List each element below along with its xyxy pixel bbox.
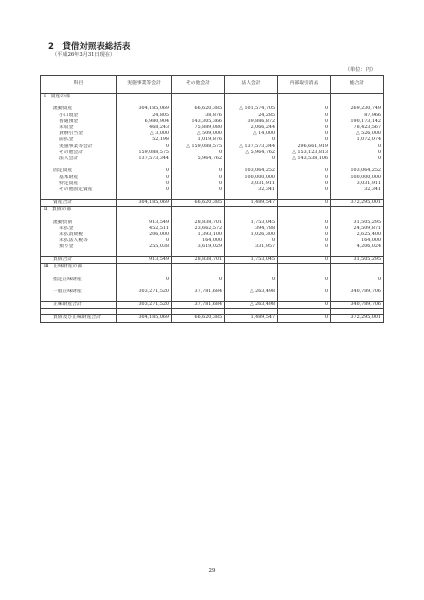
cell-value [172, 94, 225, 101]
row-label: 流動資産 [41, 106, 117, 112]
cell-value: 0 [117, 238, 172, 244]
row-label: 特定資産 [41, 181, 117, 187]
row-label: 預り金 [41, 244, 117, 250]
unit-label: （単位：円） [344, 67, 376, 73]
cell-value: 0 [278, 113, 331, 119]
cell-value [331, 264, 384, 271]
cell-value: 0 [172, 150, 225, 156]
header-program: 実施事業等会計 [117, 76, 172, 94]
cell-value: △ 143,538,106 [278, 156, 331, 162]
cell-value: 2,066,244 [225, 125, 278, 131]
cell-value: 137,573,344 [117, 156, 172, 162]
cell-value: △ 263,498 [225, 302, 278, 309]
cell-value [331, 94, 384, 101]
cell-value [172, 207, 225, 214]
cell-value: 0 [172, 168, 225, 174]
cell-value: 31,505,295 [331, 257, 384, 264]
cell-value: 0 [278, 125, 331, 131]
section-row [41, 264, 384, 271]
row-label: 負債合計 [41, 257, 117, 264]
cell-value: 23,662,572 [172, 226, 225, 232]
cell-value: 0 [331, 156, 384, 162]
cell-value: △ 101,574,705 [225, 106, 278, 112]
cell-value: 37,781,684 [172, 302, 225, 309]
cell-value: 372,295,001 [331, 315, 384, 322]
cell-value: 1,753,045 [225, 257, 278, 264]
row-label: 小口現金 [41, 113, 117, 119]
row-label: その他固定資産 [41, 187, 117, 193]
cell-value: 340,789,706 [331, 302, 384, 309]
cell-value [225, 94, 278, 101]
cell-value [225, 207, 278, 214]
cell-value: 52,198 [117, 137, 172, 143]
cell-value: 66,620,385 [172, 199, 225, 206]
cell-value: △ 14,000 [225, 131, 278, 137]
cell-value: △ 153,123,813 [278, 150, 331, 156]
cell-value: 3,619,029 [172, 244, 225, 250]
cell-value: 0 [278, 181, 331, 187]
cell-value: 32,341 [331, 187, 384, 193]
cell-value: 0 [117, 144, 172, 150]
row-label: 前払金 [41, 137, 117, 143]
cell-value [331, 207, 384, 214]
header-account: 科目 [41, 76, 117, 94]
total-row [41, 315, 384, 322]
total-row [41, 257, 384, 264]
cell-value: 32,341 [225, 187, 278, 193]
table-header-row [41, 76, 384, 94]
cell-value: 0 [278, 302, 331, 309]
cell-value: 0 [225, 238, 278, 244]
cell-value: 75,889,080 [172, 125, 225, 131]
cell-value: 0 [278, 277, 331, 283]
cell-value: 0 [225, 137, 278, 143]
header-elimination: 内部取引消去 [278, 76, 331, 94]
cell-value: 190,173,142 [331, 119, 384, 125]
cell-value: 0 [278, 131, 331, 137]
cell-value: △ 526,000 [331, 131, 384, 137]
cell-value: 0 [117, 187, 172, 193]
row-label: 指定正味財産 [41, 277, 117, 283]
cell-value: 66,620,385 [172, 106, 225, 112]
row-label: 未払法人税等 [41, 238, 117, 244]
cell-value [117, 207, 172, 214]
cell-value: 1,753,045 [225, 220, 278, 226]
cell-value: 1,072,074 [331, 137, 384, 143]
cell-value: 164,000 [172, 238, 225, 244]
cell-value: 24,509,871 [331, 226, 384, 232]
table-body [41, 94, 384, 323]
section-row [41, 207, 384, 214]
cell-value [225, 264, 278, 271]
cell-value: 5,964,762 [172, 156, 225, 162]
cell-value: 1,019,876 [172, 137, 225, 143]
cell-value: 0 [331, 144, 384, 150]
cell-value: 0 [278, 175, 331, 181]
cell-value: 255,038 [117, 244, 172, 250]
cell-value: 0 [225, 156, 278, 162]
cell-value: 468,243 [117, 125, 172, 131]
cell-value: 0 [278, 244, 331, 250]
balance-sheet-table [40, 75, 384, 323]
cell-value: 28,838,701 [172, 257, 225, 264]
cell-value: 0 [278, 187, 331, 193]
cell-value: 24,285 [225, 113, 278, 119]
cell-value: 331,957 [225, 244, 278, 250]
cell-value: 39,886,872 [225, 119, 278, 125]
cell-value: 87,966 [331, 113, 384, 119]
row-label: 未払消費税 [41, 232, 117, 238]
row-label: 正味財産合計 [41, 302, 117, 309]
cell-value: 913,549 [117, 220, 172, 226]
cell-value: 0 [278, 199, 331, 206]
row-label: 負債及び正味財産合計 [41, 315, 117, 322]
cell-value: 340,789,706 [331, 289, 384, 295]
page-number: 29 [208, 568, 216, 574]
document-title: 2 貸借対照表総括表 [48, 42, 131, 52]
cell-value: 31,505,295 [331, 220, 384, 226]
cell-value [278, 264, 331, 271]
cell-value: 100,000,000 [331, 175, 384, 181]
cell-value: 304,185,069 [117, 315, 172, 322]
cell-value: 206,000 [117, 232, 172, 238]
cell-value: 159,088,575 [117, 150, 172, 156]
cell-value: △ 5,964,762 [225, 150, 278, 156]
cell-value: 0 [278, 220, 331, 226]
cell-value: 37,781,684 [172, 289, 225, 295]
cell-value: 66,620,385 [172, 315, 225, 322]
row-label: 実施事業等会計 [41, 144, 117, 150]
row-label: その他会計 [41, 150, 117, 156]
cell-value: 0 [278, 257, 331, 264]
cell-value: 303,271,520 [117, 302, 172, 309]
cell-value: 0 [278, 315, 331, 322]
cell-value: 0 [172, 187, 225, 193]
document-subtitle: （平成26年3月31日現在） [52, 52, 116, 58]
cell-value: 0 [117, 181, 172, 187]
cell-value: 1,393,100 [172, 232, 225, 238]
cell-value: △ 3,000 [117, 131, 172, 137]
cell-value: 0 [331, 150, 384, 156]
cell-value: 303,271,520 [117, 289, 172, 295]
cell-value: 269,230,749 [331, 106, 384, 112]
row-label: 未払金 [41, 226, 117, 232]
cell-value: 3,031,911 [225, 181, 278, 187]
cell-value: 394,788 [225, 226, 278, 232]
row-label: 資産合計 [41, 199, 117, 206]
cell-value: 78,423,567 [331, 125, 384, 131]
cell-value: 24,805 [117, 113, 172, 119]
cell-value: 0 [278, 226, 331, 232]
row-label: 流動負債 [41, 220, 117, 226]
total-row [41, 199, 384, 206]
cell-value: 1,026,300 [225, 232, 278, 238]
cell-value: 304,185,069 [117, 106, 172, 112]
cell-value: 0 [331, 277, 384, 283]
cell-value: 38,876 [172, 113, 225, 119]
cell-value [172, 264, 225, 271]
cell-value: 0 [278, 238, 331, 244]
cell-value [278, 94, 331, 101]
row-label: Ⅱ 負債の部 [41, 207, 117, 214]
cell-value: 0 [117, 168, 172, 174]
cell-value: 0 [278, 289, 331, 295]
cell-value: 1,489,547 [225, 315, 278, 322]
row-label: 未収金 [41, 125, 117, 131]
row-label: 一般正味財産 [41, 289, 117, 295]
cell-value: 100,000,000 [225, 175, 278, 181]
cell-value: 0 [225, 277, 278, 283]
cell-value: 0 [278, 168, 331, 174]
cell-value: 304,185,069 [117, 199, 172, 206]
cell-value: 6,980,904 [117, 119, 172, 125]
section-row [41, 94, 384, 101]
row-label: 貸倒引当金 [41, 131, 117, 137]
cell-value: 1,489,547 [225, 199, 278, 206]
cell-value: 0 [278, 119, 331, 125]
cell-value: 372,295,001 [331, 199, 384, 206]
cell-value: 0 [172, 181, 225, 187]
row-label: 基本財産 [41, 175, 117, 181]
row-label: Ⅰ 資産の部 [41, 94, 117, 101]
cell-value: 143,305,366 [172, 119, 225, 125]
row-label: 普通預金 [41, 119, 117, 125]
cell-value: 103,064,252 [331, 168, 384, 174]
cell-value: 913,549 [117, 257, 172, 264]
cell-value: 3,031,911 [331, 181, 384, 187]
header-corporate: 法人会計 [225, 76, 278, 94]
row-label: 固定資産 [41, 168, 117, 174]
row-label: 法人会計 [41, 156, 117, 162]
total-row [41, 302, 384, 309]
cell-value: 0 [117, 175, 172, 181]
cell-value: 0 [278, 137, 331, 143]
header-total: 総合計 [331, 76, 384, 94]
cell-value [117, 94, 172, 101]
cell-value: 0 [117, 277, 172, 283]
header-other: その他会計 [172, 76, 225, 94]
cell-value: 103,064,252 [225, 168, 278, 174]
row-label: Ⅲ 正味財産の部 [41, 264, 117, 271]
cell-value: 28,838,701 [172, 220, 225, 226]
cell-value: 164,000 [331, 238, 384, 244]
cell-value: 0 [172, 175, 225, 181]
cell-value: △ 159,088,575 [172, 144, 225, 150]
cell-value [117, 264, 172, 271]
cell-value: △ 263,498 [225, 289, 278, 295]
cell-value: △ 509,000 [172, 131, 225, 137]
cell-value: △ 137,573,344 [225, 144, 278, 150]
cell-value: 2,625,400 [331, 232, 384, 238]
cell-value: 0 [172, 277, 225, 283]
cell-value: 296,661,919 [278, 144, 331, 150]
cell-value: 0 [278, 106, 331, 112]
cell-value: 0 [278, 232, 331, 238]
cell-value: 452,511 [117, 226, 172, 232]
cell-value: 4,206,024 [331, 244, 384, 250]
cell-value [278, 207, 331, 214]
